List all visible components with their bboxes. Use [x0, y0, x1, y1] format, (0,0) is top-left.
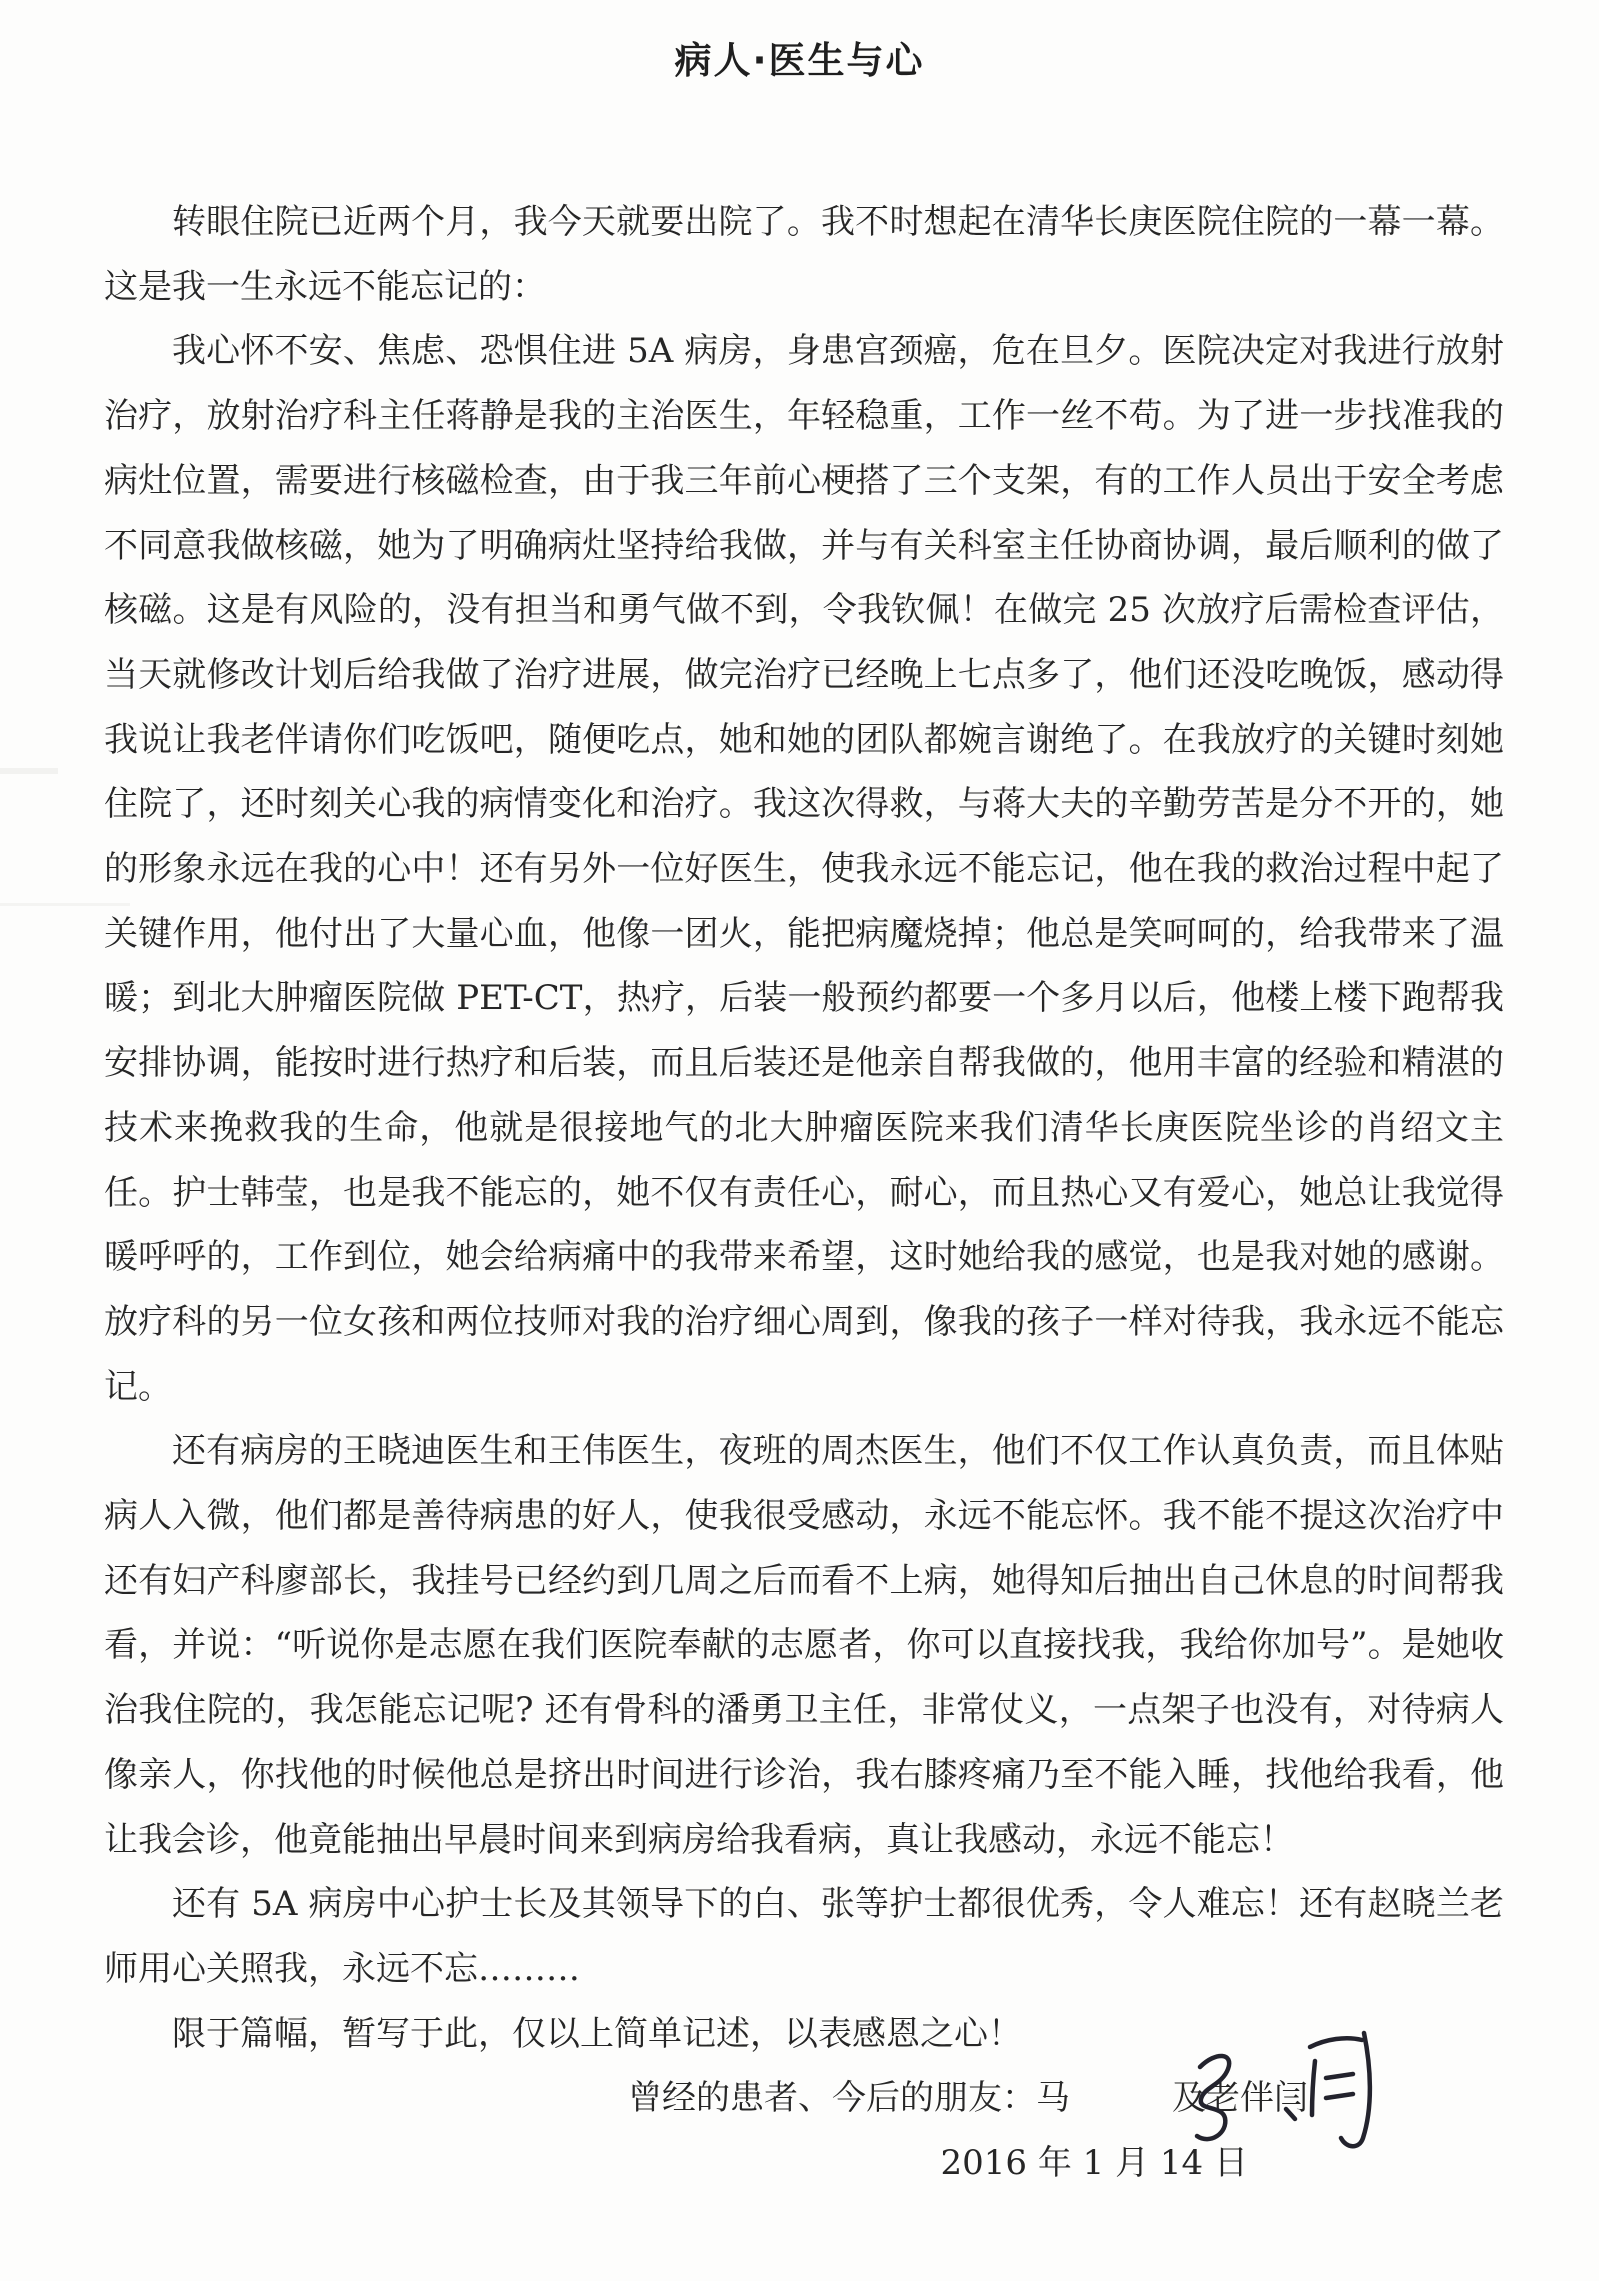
scan-streak-artifact: [0, 768, 58, 774]
paragraph-closing: 限于篇幅，暂写于此，仅以上简单记述，以表感恩之心！: [172, 2013, 1022, 2054]
paragraph-ward-doctors: 还有病房的王晓迪医生和王伟医生，夜班的周杰医生，他们不仅工作认真负责，而且体贴病人入微，他们都是善待病患的好人，使我很受感动，永远不能忘怀。我不能不提这次治疗中还有妇产科廖部长，我挂号已经约到几周之后而看不上病，她得知后抽出自己休息的时间帮我看，并说：“听说你是志愿在我们医院奉献的志愿者，你可以直接找我，我给你加号”。是她收治我住院的，我怎能忘记呢? 还有骨科的潘勇卫主任，非常仗义，一点架子也没有，对待病人像亲人，你找他的时候他总是挤出时间进行诊治，我右膝疼痛乃至不能入睡，找他给我看，他让我会诊，他竟能抽出早晨时间来到病房给我看病，真让我感动，永远不能忘！: [104, 1431, 1504, 1860]
signature-line: 曾经的患者、今后的朋友：马 及老伴闫: [628, 2078, 1308, 2119]
letter-title: 病人·医生与心: [674, 39, 925, 82]
date-line: 2016 年 1 月 14 日: [940, 2143, 1248, 2184]
letter-body: [104, 190, 1504, 2196]
paragraph-nurses: 还有 5A 病房中心护士长及其领导下的白、张等护士都很优秀，令人难忘！还有赵晓兰老师用心关照我，永远不忘………: [104, 1884, 1504, 1989]
paragraph-intro: 转眼住院已近两个月，我今天就要出院了。我不时想起在清华长庚医院住院的一幕一幕。这是我一生永远不能忘记的：: [104, 202, 1504, 307]
paragraph-radiotherapy-doctors: 我心怀不安、焦虑、恐惧住进 5A 病房，身患宫颈癌，危在旦夕。医院决定对我进行放射治疗，放射治疗科主任蒋静是我的主治医生，年轻稳重，工作一丝不苟。为了进一步找准我的病灶位置，需要进行核磁检查，由于我三年前心梗搭了三个支架，有的工作人员出于安全考虑不同意我做核磁，她为了明确病灶坚持给我做，并与有关科室主任协商协调，最后顺利的做了核磁。这是有风险的，没有担当和勇气做不到，令我钦佩！在做完 25 次放疗后需检查评估，当天就修改计划后给我做了治疗进展，做完治疗已经晚上七点多了，他们还没吃晚饭，感动得我说让我老伴请你们吃饭吧，随便吃点，她和她的团队都婉言谢绝了。在我放疗的关键时刻她住院了，还时刻关心我的病情变化和治疗。我这次得救，与蒋大夫的辛勤劳苦是分不开的，她的形象永远在我的心中！还有另外一位好医生，使我永远不能忘记，他在我的救治过程中起了关键作用，他付出了大量心血，他像一团火，能把病魔烧掉；他总是笑呵呵的，给我带来了温暖；到北大肿瘤医院做 PET-CT，热疗，后装一般预约都要一个多月以后，他楼上楼下跑帮我安排协调，能按时进行热疗和后装，而且后装还是他亲自帮我做的，他用丰富的经验和精湛的技术来挽救我的生命，他就是很接地气的北大肿瘤医院来我们清华长庚医院坐诊的肖绍文主任。护士韩莹，也是我不能忘的，她不仅有责任心，耐心，而且热心又有爱心，她总让我觉得暖呼呼的，工作到位，她会给病痛中的我带来希望，这时她给我的感觉，也是我对她的感谢。放疗科的另一位女孩和两位技师对我的治疗细心周到，像我的孩子一样对待我，我永远不能忘记。: [104, 331, 1504, 1407]
